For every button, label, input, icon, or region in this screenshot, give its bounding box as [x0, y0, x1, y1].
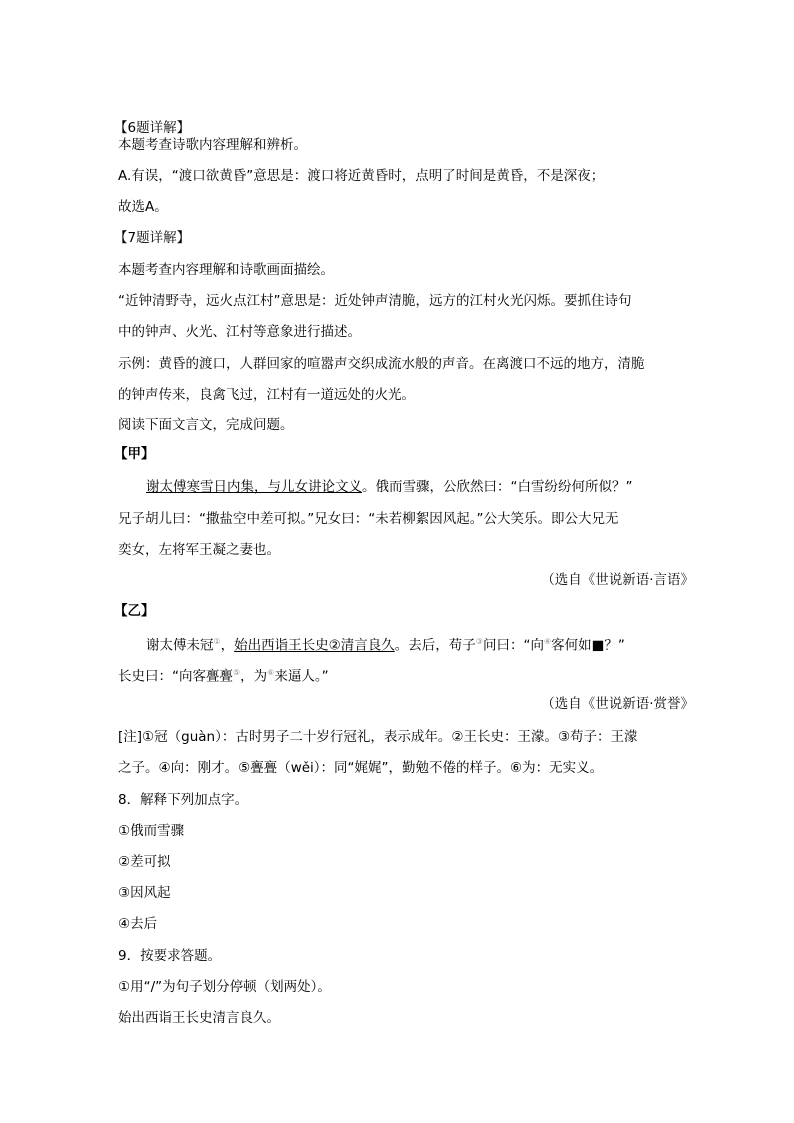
jia-underlined: 谢太傅寒雪日内集，与儿女讲论文义 [146, 479, 362, 495]
q9-sub1: ①用“/”为句子划分停顿（划两处）。 [118, 979, 331, 995]
yi-mid: 。去后，苟子 [394, 637, 476, 654]
yi-mid2: 问曰：“向 [482, 637, 544, 654]
yi-source: （选自《世说新语·赏誉》 [541, 696, 694, 712]
q8-item: ④去后 [118, 916, 158, 932]
notes-line2: 之子。④向：刚才。⑤亹亹（wěi）：同“娓娓”，勤勉不倦的样子。⑥为：无实义。 [118, 760, 604, 776]
q8-stem: 8．解释下列加点字。 [118, 792, 249, 808]
yi-line1 [118, 632, 722, 656]
q6-intro: 本题考查诗歌内容理解和辨析。 [118, 137, 307, 153]
note-ref: ③ [475, 637, 483, 646]
yi-line2c: 来逼人。” [274, 668, 329, 685]
q7-intro: 本题考查内容理解和诗歌画面描绘。 [118, 262, 334, 278]
notes-line1: [注]①冠（guàn）：古时男子二十岁行冠礼，表示成年。②王长史：王濛。③苟子：王濛 [118, 729, 638, 745]
note-ref: ⑥ [267, 668, 275, 677]
yi-start: 谢太傅未冠 [146, 637, 214, 654]
yi-line2a: 长史曰：“向客亹亹 [118, 668, 233, 685]
yi-underlined: 始出西诣王长史②清言良久 [234, 637, 395, 654]
q7-example2: 的钟声传来，良禽飞过，江村有一道远处的火光。 [118, 387, 415, 403]
reading-instruction: 阅读下面文言文，完成问题。 [118, 417, 294, 433]
q8-item: ②差可拟 [118, 854, 171, 870]
note-ref: ④ [543, 637, 552, 646]
q8-item: ①俄而雪骤 [118, 823, 185, 839]
jia-line1-rest: 。俄而雪骤，公欣然曰：“白雪纷纷何所似？” [362, 479, 633, 495]
yi-end: 客何如■？” [551, 637, 625, 654]
yi-comma: ， [220, 637, 235, 654]
q9-stem: 9．按要求答题。 [118, 948, 222, 964]
q7-heading: 【7题详解】 [114, 230, 191, 246]
jia-line1 [118, 477, 722, 497]
jia-source: （选自《世说新语·言语》 [541, 572, 694, 588]
q9-sentence: 始出西诣王长史清言良久。 [118, 1010, 280, 1026]
q7-example1: 示例：黄昏的渡口，人群回家的喧嚣声交织成流水般的声音。在离渡口不远的地方，清脆 [118, 356, 645, 372]
yi-label: 【乙】 [114, 603, 155, 619]
q7-line2: 中的钟声、火光、江村等意象进行描述。 [118, 324, 361, 340]
jia-line2: 兄子胡儿曰：“撒盐空中差可拟。”兄女曰：“未若柳絮因风起。”公大笑乐。即公大兄无 [118, 511, 619, 527]
q7-line1: “近钟清野寺，远火点江村”意思是：近处钟声清脆，远方的江村火光闪烁。要抓住诗句 [118, 293, 632, 309]
yi-line2 [118, 663, 694, 687]
yi-line2b: ，为 [240, 668, 268, 685]
q6-analysis: A.有误，“渡口欲黄昏”意思是：渡口将近黄昏时，点明了时间是黄昏，不是深夜； [118, 168, 605, 184]
q8-item: ③因风起 [118, 885, 171, 901]
jia-label: 【甲】 [114, 446, 155, 462]
note-ref: ⑤ [233, 668, 241, 677]
q6-answer: 故选A。 [118, 199, 168, 215]
q6-heading: 【6题详解】 [114, 120, 191, 136]
jia-line3: 奕女，左将军王凝之妻也。 [118, 542, 280, 558]
note-ref: ① [213, 637, 221, 646]
